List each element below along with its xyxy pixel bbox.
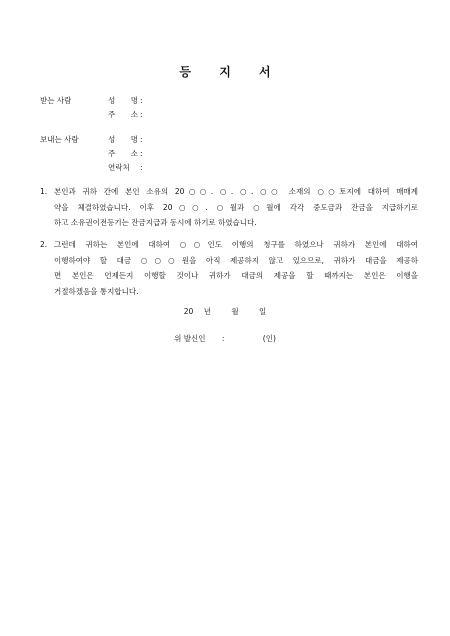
date-day-unit: 일 bbox=[258, 307, 267, 316]
sender-label: 보내는 사람 bbox=[40, 135, 79, 144]
sender-name-colon: : bbox=[140, 135, 143, 144]
recipient-address-colon: : bbox=[140, 110, 143, 119]
signature-seal: (인) bbox=[262, 334, 276, 343]
body-paragraph-1 bbox=[40, 184, 418, 231]
recipient-label: 받는 사람 bbox=[40, 96, 72, 105]
paragraph-number: 2. bbox=[40, 240, 48, 249]
title-char: 지 bbox=[219, 65, 231, 79]
paragraph-line: 거절하겠음을 통지합니다. bbox=[54, 286, 139, 296]
sender-address-colon: : bbox=[140, 149, 143, 158]
title-char: 등 bbox=[179, 65, 192, 79]
signature-label: 위 발신인 bbox=[174, 334, 206, 343]
paragraph-line: 그런데 귀하는 본인에 대하여 ○○인도 이행의 청구를 하였으나 귀하가 본인에 대하여 bbox=[54, 240, 418, 249]
sender-contact-colon: : bbox=[140, 163, 143, 172]
sender-address-label: 주 소 bbox=[108, 149, 138, 158]
sender-name-label: 성 명 bbox=[108, 135, 138, 144]
recipient-address-label: 주 소 bbox=[108, 110, 138, 119]
paragraph-line: 이행하여야 할 대금 ○○○원을 아직 제공하지 않고 있으므로, 귀하가 대금을 제공하 bbox=[54, 255, 418, 265]
body-paragraph-2 bbox=[40, 237, 418, 299]
title-char: 서 bbox=[258, 65, 271, 79]
paragraph-line: 본인과 귀하 간에 본인 소유의 20○○. ○. ○. ○○ 소재의 ○○토지에 대하여 매매계 bbox=[54, 187, 418, 196]
date-year-unit: 년 bbox=[203, 307, 211, 316]
recipient-name-colon: : bbox=[140, 96, 143, 105]
document-title bbox=[0, 63, 450, 80]
document-date bbox=[0, 307, 450, 317]
date-year: 20 bbox=[183, 307, 194, 316]
paragraph-line: 면 본인은 언제든지 이행할 것이나 귀하가 대금의 제공을 할 때까지는 본인은 이행을 bbox=[54, 271, 418, 280]
paragraph-line: 하고 소유권이전등기는 잔금지급과 동시에 하기로 하였습니다. bbox=[54, 218, 257, 227]
paragraph-line: 약을 체결하였습니다. 이후 20○○. ○월과 ○월에 각각 중도금과 잔금을 지급하기로 bbox=[54, 202, 418, 212]
date-month-unit: 월 bbox=[231, 307, 239, 316]
sender-signature bbox=[0, 334, 450, 344]
signature-colon: : bbox=[221, 334, 225, 343]
recipient-name-label: 성 명 bbox=[108, 96, 138, 105]
paragraph-number: 1. bbox=[40, 187, 48, 196]
sender-contact-label: 연락처 bbox=[108, 163, 130, 172]
